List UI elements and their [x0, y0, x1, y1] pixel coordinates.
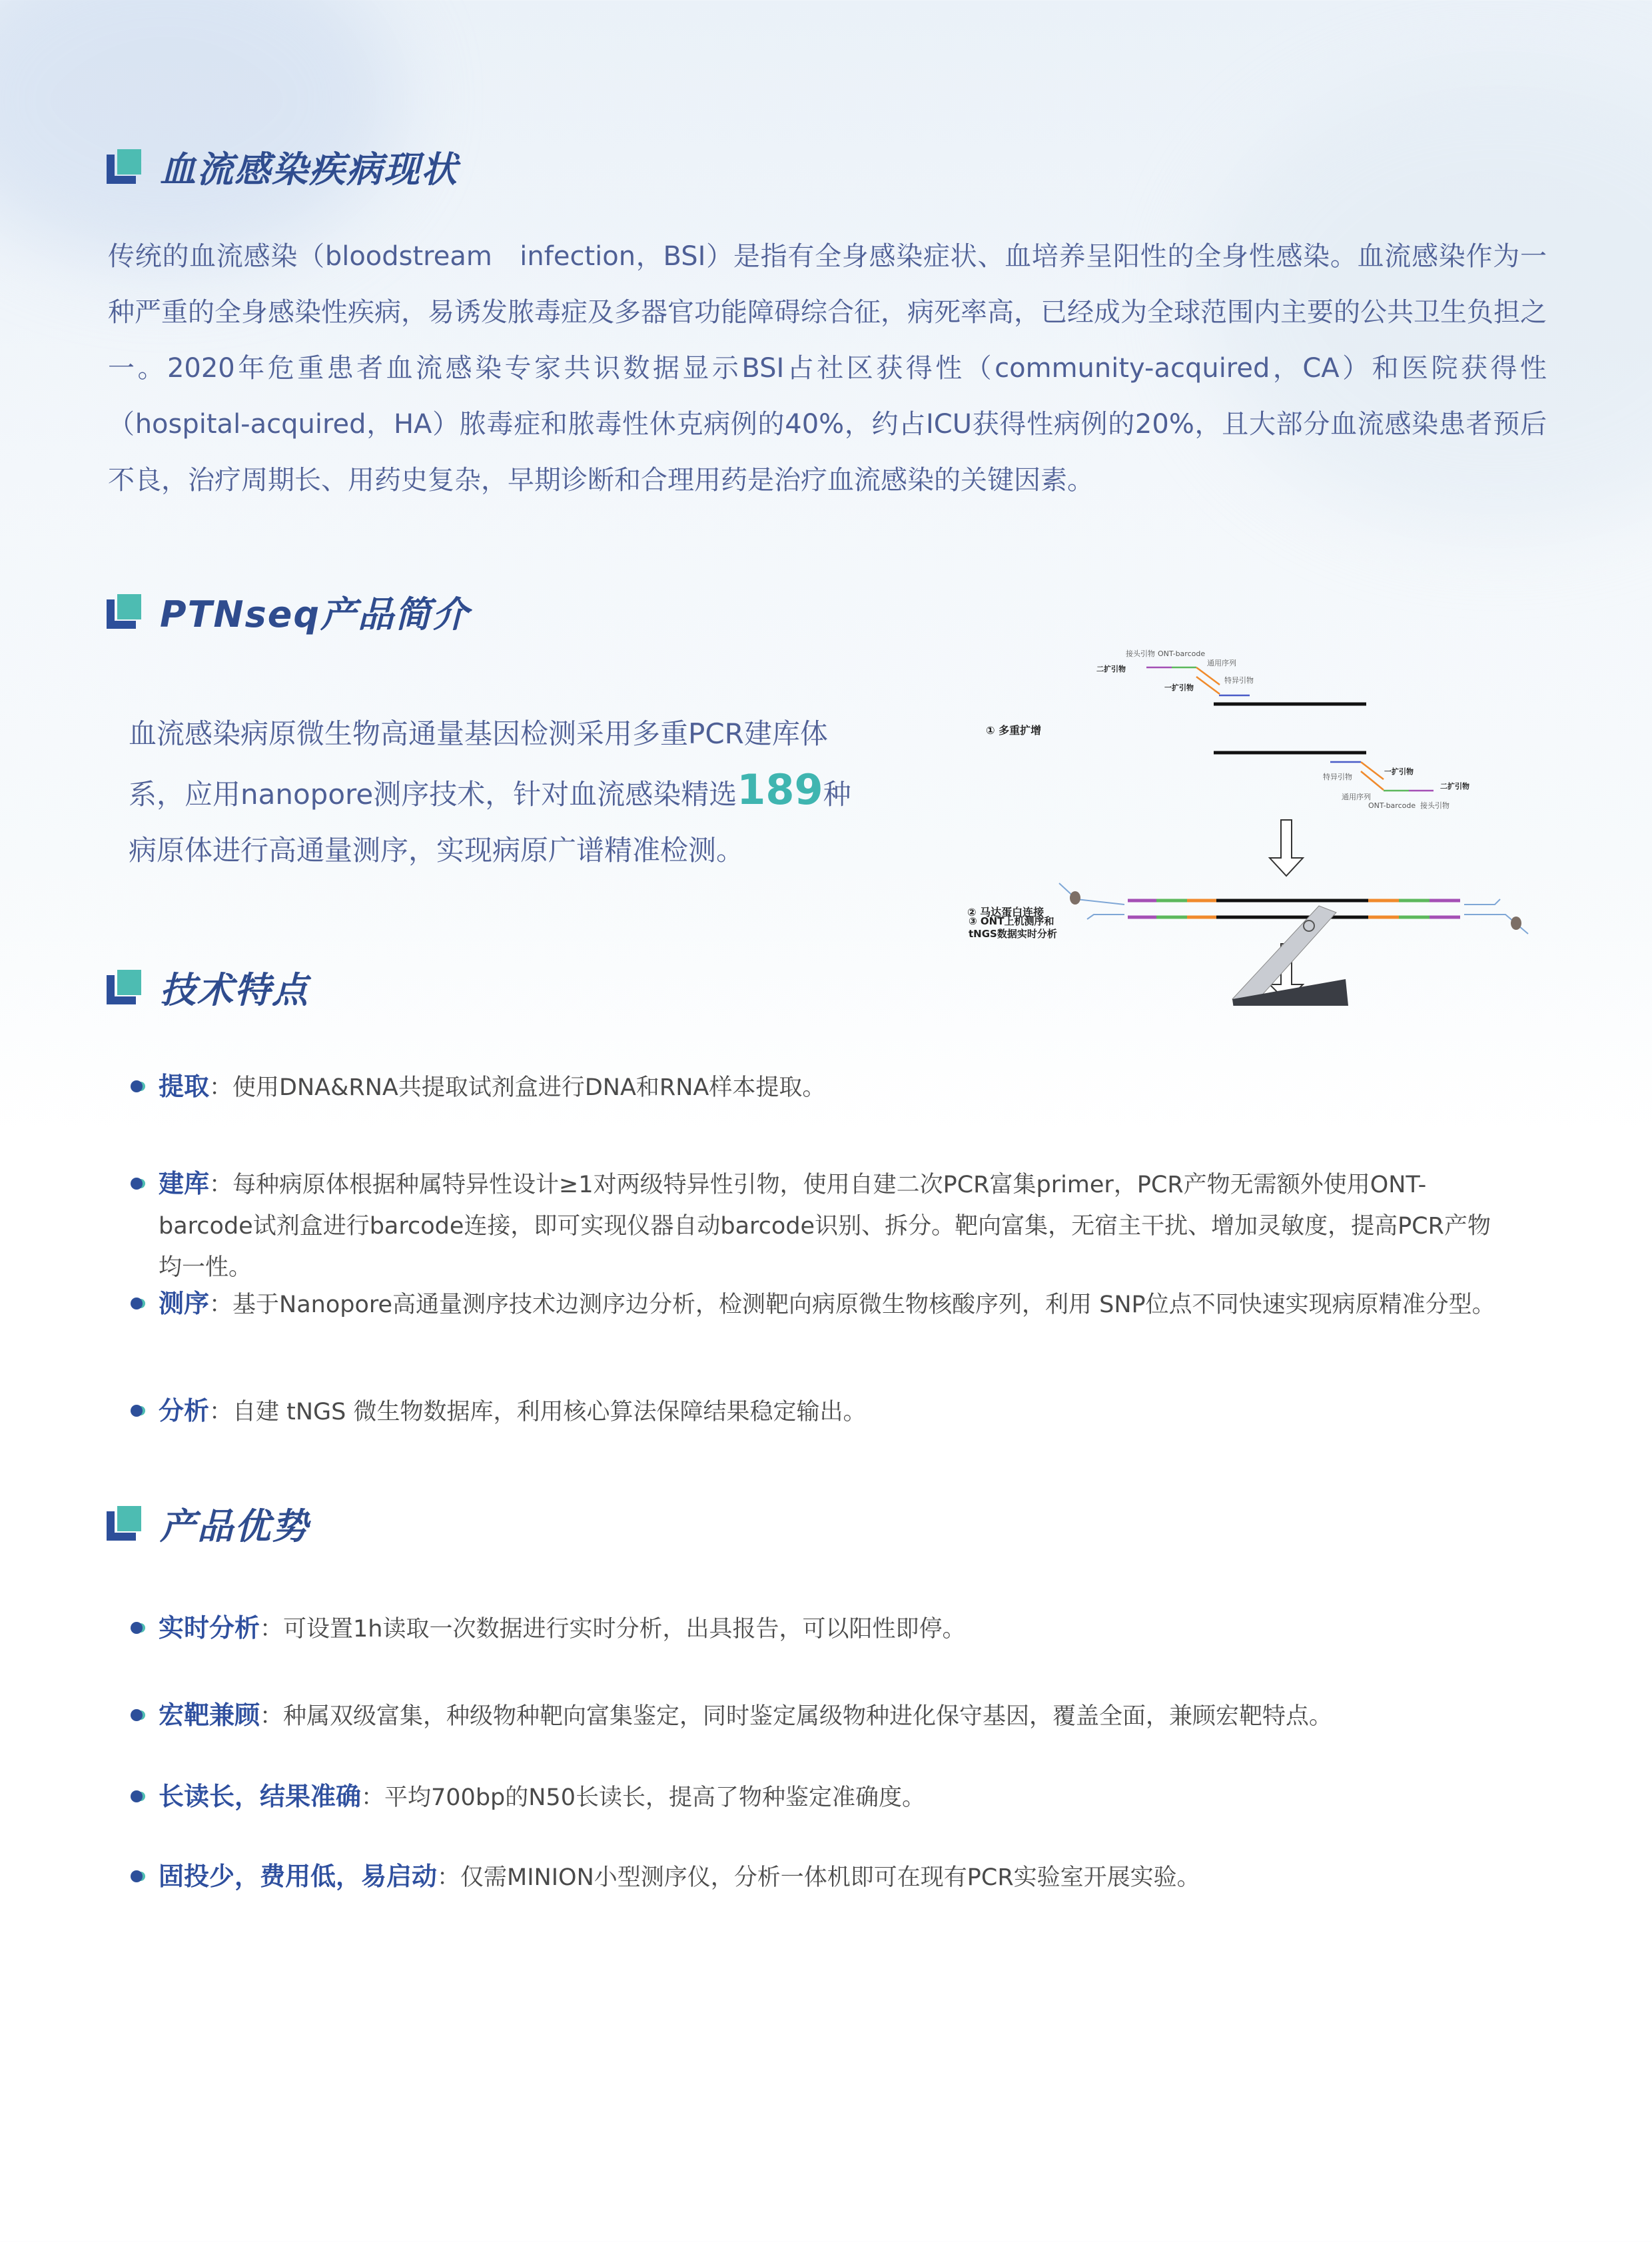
diagram-label: 一扩引物 — [1384, 767, 1414, 776]
section-title: PTNseq产品简介 — [160, 593, 470, 635]
bullet-icon — [131, 1080, 143, 1092]
down-arrow-icon — [1270, 820, 1303, 876]
bullet-icon — [131, 1298, 143, 1309]
diagram-label: 通用序列 — [1342, 793, 1371, 801]
feature-item — [131, 1163, 1503, 1288]
feature-label: 建库 — [159, 1169, 210, 1198]
section-marker-icon — [107, 594, 141, 629]
advantage-label: 实时分析 — [159, 1613, 260, 1643]
step-3-label: tNGS数据实时分析 — [969, 928, 1057, 940]
diagram-label: ONT-barcode — [1368, 801, 1416, 810]
intro-paragraph — [129, 706, 868, 879]
step-2-label: ② 马达蛋白连接 — [967, 906, 1044, 919]
diagram-label: 通用序列 — [1207, 659, 1236, 667]
section-heading-advantages — [107, 1500, 309, 1547]
background-decoration — [0, 0, 400, 266]
section-heading-status — [107, 143, 458, 190]
workflow-diagram — [946, 619, 1545, 1006]
bullet-icon — [131, 1405, 143, 1417]
advantage-item — [131, 1694, 1503, 1737]
advantage-text: ：可设置1h读取一次数据进行实时分析，出具报告，可以阳性即停。 — [260, 1616, 966, 1643]
advantage-item — [131, 1607, 1503, 1650]
advantage-item — [131, 1856, 1503, 1898]
pathogen-count: 189 — [737, 765, 823, 814]
section-title: 产品优势 — [160, 1505, 309, 1547]
advantage-text: ：仅需MINION小型测序仪，分析一体机即可在现有PCR实验室开展实验。 — [437, 1864, 1200, 1891]
diagram-label: 二扩引物 — [1440, 782, 1469, 791]
section-marker-icon — [107, 970, 141, 1004]
feature-text: ：自建 tNGS 微生物数据库，利用核心算法保障结果稳定输出。 — [209, 1399, 867, 1425]
feature-item — [131, 1066, 1503, 1108]
section-heading-features — [107, 964, 309, 1010]
advantage-label: 宏靶兼顾 — [159, 1700, 260, 1730]
section-heading-intro — [107, 588, 470, 635]
section-marker-icon — [107, 149, 141, 184]
section-title: 血流感染疾病现状 — [160, 148, 458, 190]
adapter-strands — [1128, 901, 1460, 917]
feature-label: 测序 — [159, 1289, 210, 1318]
intro-text: 种病原体进行高通量测序，实现病原广谱精准检测。 — [129, 778, 851, 867]
feature-text: ：使用DNA&RNA共提取试剂盒进行DNA和RNA样本提取。 — [209, 1074, 826, 1101]
feature-text: ：基于Nanopore高通量测序技术边测序边分析，检测靶向病原微生物核酸序列，利用 SNP位点不同快速实现病原精准分型。 — [209, 1292, 1495, 1318]
feature-text: ：每种病原体根据种属特异性设计≥1对两级特异性引物，使用自建二次PCR富集primer，PCR产物无需额外使用ONT-barcode试剂盒进行barcode连接，即可实现仪器自动barcode识别、拆分。靶向富集，无宿主干扰、增加灵敏度，提高PCR产物均一性。 — [159, 1172, 1491, 1281]
diagram-label: 接头引物 — [1420, 801, 1449, 810]
bullet-icon — [131, 1709, 143, 1721]
bullet-icon — [131, 1870, 143, 1882]
bullet-icon — [131, 1790, 143, 1802]
bullet-icon — [131, 1622, 143, 1634]
diagram-label: 一扩引物 — [1164, 683, 1194, 692]
section-marker-icon — [107, 1506, 141, 1541]
step-1-label: ① 多重扩增 — [986, 724, 1042, 737]
feature-label: 提取 — [159, 1072, 210, 1101]
advantage-text: ：平均700bp的N50长读长，提高了物种鉴定准确度。 — [361, 1784, 925, 1811]
status-paragraph: 传统的血流感染（bloodstream infection，BSI）是指有全身感染症状、血培养呈阳性的全身性感染。血流感染作为一种严重的全身感染性疾病，易诱发脓毒症及多器官功能障碍综合征，病死率高，已经成为全球范围内主要的公共卫生负担之一。2020年危重患者血流感染专家共识数据显示BSI占社区获得性（community-acquired，CA）和医院获得性（hospital-acquired，HA）脓毒症和脓毒性休克病例的40%，约占ICU获得性病例的20%，且大部分血流感染患者预后不良，治疗周期长、用药史复杂，早期诊断和合理用药是治疗血流感染的关键因素。 — [108, 241, 1547, 496]
feature-item — [131, 1390, 1503, 1433]
feature-item — [131, 1283, 1503, 1325]
diagram-label: 接头引物 — [1126, 649, 1155, 658]
advantage-text: ：种属双级富集，种级物种靶向富集鉴定，同时鉴定属级物种进化保守基因，覆盖全面，兼顾宏靶特点。 — [260, 1703, 1333, 1730]
sequencer-device-icon — [1232, 906, 1351, 1006]
advantage-label: 长读长，结果准确 — [159, 1782, 362, 1811]
diagram-label: 二扩引物 — [1096, 665, 1126, 673]
section-title: 技术特点 — [160, 968, 309, 1011]
diagram-label: 特异引物 — [1224, 676, 1254, 685]
advantage-item — [131, 1776, 1503, 1818]
motor-protein-icon — [1059, 883, 1528, 934]
diagram-label: 特异引物 — [1323, 773, 1352, 781]
step-3-label: ③ ONT上机测序和 — [969, 915, 1054, 927]
bullet-icon — [131, 1178, 143, 1190]
intro-text: 血流感染病原微生物高通量基因检测采用多重PCR建库体系，应用nanopore测序技术，针对血流感染精选 — [129, 717, 828, 811]
advantage-label: 固投少，费用低，易启动 — [159, 1862, 438, 1891]
feature-label: 分析 — [159, 1396, 210, 1425]
diagram-label: ONT-barcode — [1158, 649, 1206, 658]
